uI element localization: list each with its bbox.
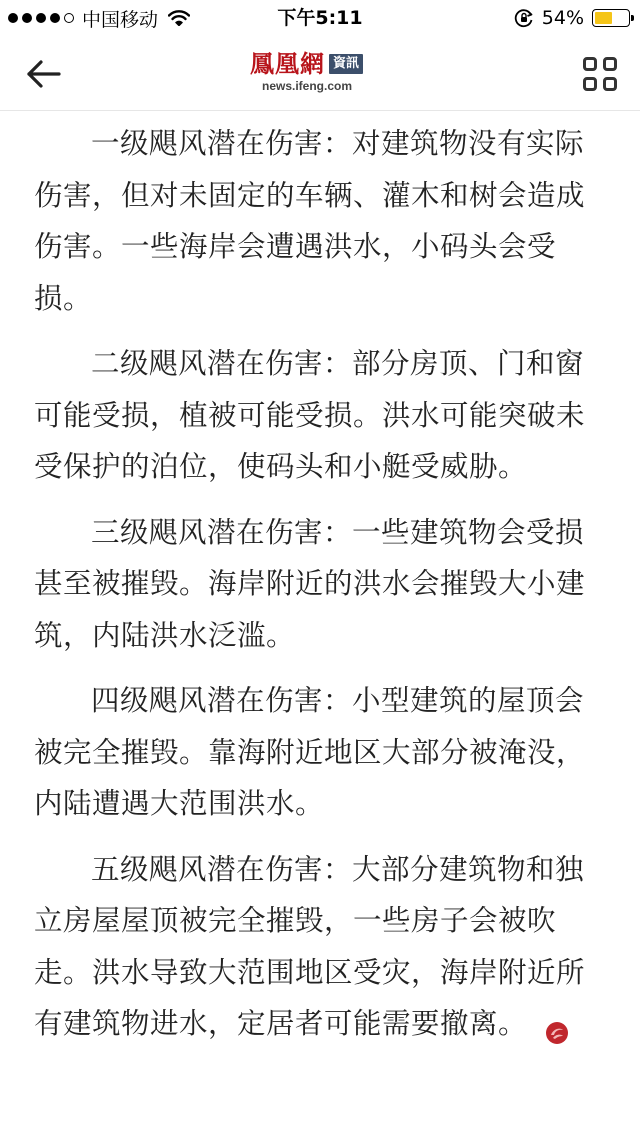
status-left — [8, 0, 190, 36]
arrow-left-icon — [26, 59, 62, 89]
battery-icon — [592, 9, 630, 27]
signal-strength-icon — [8, 13, 74, 23]
article-paragraph: 一级飓风潜在伤害：对建筑物没有实际伤害，但对未固定的车辆、灌木和树会造成伤害。一些海岸会遭遇洪水，小码头会受损。 — [34, 127, 586, 315]
signal-dot — [36, 13, 46, 23]
rotation-lock-icon — [514, 8, 534, 28]
grid-menu-icon — [583, 57, 597, 71]
article-paragraph: 三级飓风潜在伤害：一些建筑物会受损甚至被摧毁。海岸附近的洪水会摧毁大小建筑，内陆洪水泛滥。 — [34, 515, 586, 652]
ifeng-end-mark-icon — [545, 1010, 569, 1034]
signal-dot — [64, 13, 74, 23]
article-paragraph — [34, 844, 604, 1050]
signal-dot — [22, 13, 32, 23]
article-paragraph: 二级飓风潜在伤害：部分房顶、门和窗可能受损，植被可能受损。洪水可能突破未受保护的泊位，使码头和小艇受威胁。 — [34, 347, 586, 483]
battery-fill — [595, 12, 612, 24]
status-bar — [0, 0, 640, 36]
wifi-icon — [168, 10, 190, 26]
grid-menu-icon — [583, 77, 597, 91]
carrier-name: 中国移动 — [82, 8, 159, 31]
grid-menu-button[interactable] — [582, 56, 618, 92]
logo-brand-text: 鳳凰網 — [250, 49, 325, 78]
article-body — [34, 118, 604, 1050]
status-right — [514, 0, 630, 36]
article-paragraph-text: 五级飓风潜在伤害：大部分建筑物和独立房屋屋顶被完全摧毁，一些房子会被吹走。洪水导致大范围地区受灾，海岸附近所有建筑物进水，定居者可能需要撤离。 — [34, 852, 586, 1040]
ifeng-news-logo[interactable] — [250, 50, 400, 98]
article-paragraph: 四级飓风潜在伤害：小型建筑的屋顶会被完全摧毁。靠海附近地区大部分被淹没，内陆遭遇大范围洪水。 — [34, 684, 586, 820]
nav-header — [0, 36, 640, 111]
signal-dot — [8, 13, 18, 23]
grid-menu-icon — [603, 77, 617, 91]
logo-top-row — [250, 50, 400, 78]
status-time: 下午5:11 — [277, 7, 363, 29]
signal-dot — [50, 13, 60, 23]
logo-url-text: news.ifeng.com — [262, 79, 353, 93]
battery-tip — [631, 15, 634, 21]
grid-menu-icon — [603, 57, 617, 71]
back-button[interactable] — [22, 54, 66, 94]
logo-section-tag: 資訊 — [329, 54, 363, 74]
battery-percent: 54% — [541, 7, 584, 29]
